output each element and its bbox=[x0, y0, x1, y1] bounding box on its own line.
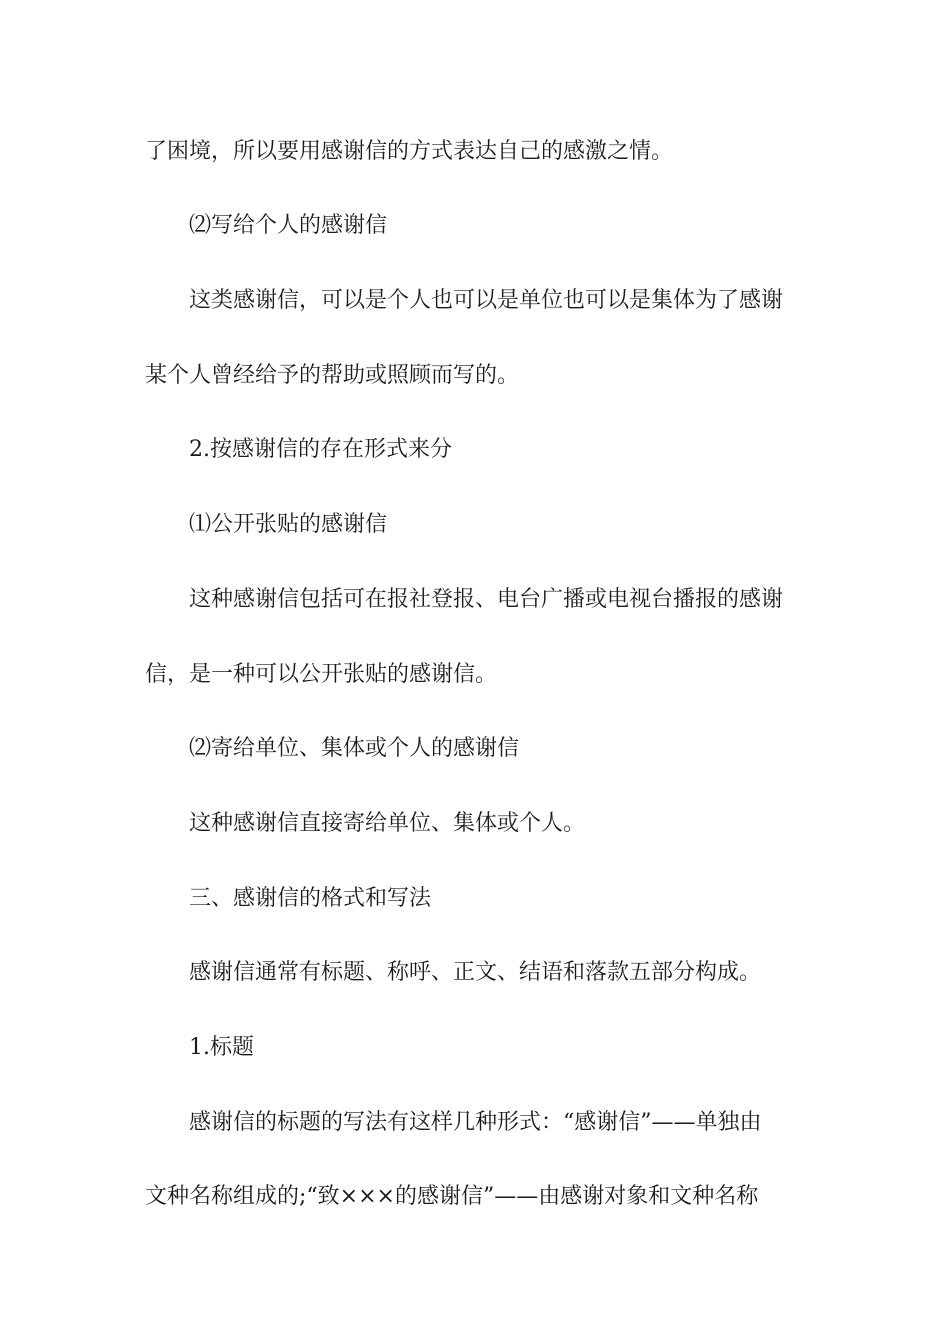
paragraph-line-14: 感谢信的标题的写法有这样几种形式：“感谢信”——单独由 bbox=[189, 1110, 762, 1135]
paragraph-line-1: 了困境，所以要用感谢信的方式表达自己的感激之情。 bbox=[145, 139, 674, 164]
paragraph-line-12: 感谢信通常有标题、称呼、正文、结语和落款五部分构成。 bbox=[189, 960, 762, 985]
paragraph-line-15: 文种名称组成的;“致×××的感谢信”——由感谢对象和文种名称 bbox=[145, 1184, 759, 1209]
paragraph-line-7: 这种感谢信包括可在报社登报、电台广播或电视台播报的感谢 bbox=[189, 587, 784, 612]
subheading-personal-letter: ⑵写给个人的感谢信 bbox=[189, 213, 388, 238]
subheading-mailed-letter: ⑵寄给单位、集体或个人的感谢信 bbox=[189, 736, 520, 761]
paragraph-line-8: 信，是一种可以公开张贴的感谢信。 bbox=[145, 662, 498, 687]
subheading-public-letter: ⑴公开张贴的感谢信 bbox=[189, 512, 388, 537]
paragraph-line-3: 这类感谢信，可以是个人也可以是单位也可以是集体为了感谢 bbox=[189, 288, 784, 313]
heading-by-form: 2.按感谢信的存在形式来分 bbox=[189, 437, 452, 462]
paragraph-line-4: 某个人曾经给予的帮助或照顾而写的。 bbox=[145, 363, 520, 388]
paragraph-line-10: 这种感谢信直接寄给单位、集体或个人。 bbox=[189, 811, 586, 836]
heading-title: 1.标题 bbox=[189, 1035, 254, 1060]
section-heading-format: 三、感谢信的格式和写法 bbox=[189, 886, 432, 911]
